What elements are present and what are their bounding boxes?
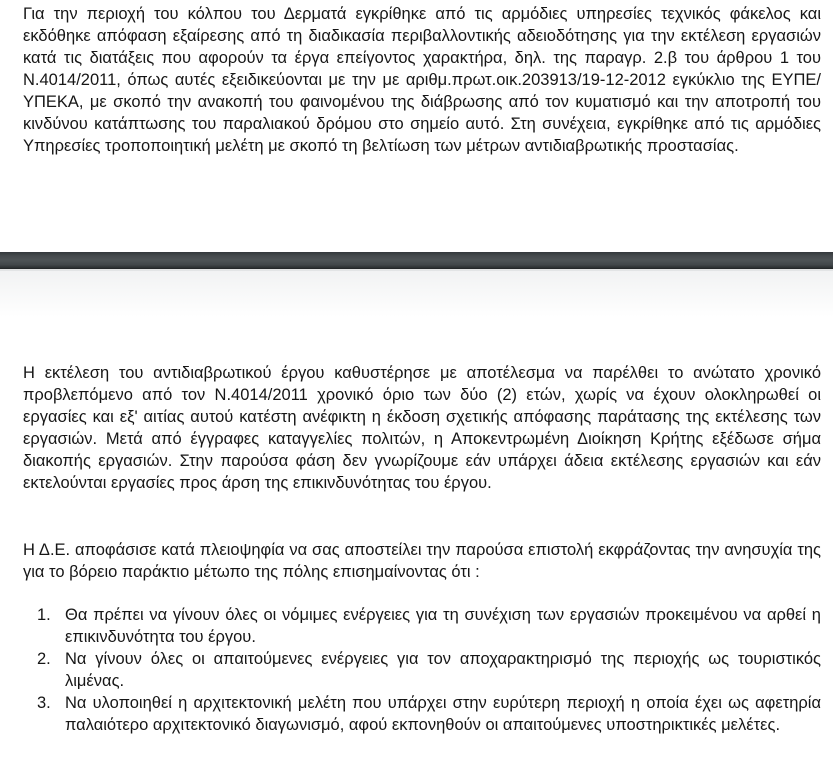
list-item-number: 3. <box>37 694 51 712</box>
list-item-number: 2. <box>37 650 51 668</box>
paragraph-project-delay: Η εκτέλεση του αντιδιαβρωτικού έργου καθυστέρησε με αποτέλεσμα να παρέλθει το ανώτατο χρονικό προβλεπόμενο από τον Ν.4014/2011 χρονικό όριο των δύο (2) ετών, χωρίς να έχουν ολοκληρωθεί οι εργασίες και εξ' αιτίας αυτού κατέστη ανέφικτη η έκδοση σχετικής απόφασης παράτασης της εκτέλεσης των εργασιών. Μετά από έγγραφες καταγγελίες πολιτών, η Αποκεντρωμένη Διοίκηση Κρήτης εξέδωσε σήμα διακοπής εργασιών. Στην παρούσα φάση δεν γνωρίζουμε εάν υπάρχει άδεια εκτέλεσης εργασιών και εάν εκτελούνται εργασίες προς άρση της επικινδυνότητας του έργου. <box>23 364 821 492</box>
list-item-text: Θα πρέπει να γίνουν όλες οι νόμιμες ενέργειες για τη συνέχιση των εργασιών προκειμένου να αρθεί η επικινδυνότητα του έργου. <box>65 606 821 646</box>
page-separator-bar <box>0 252 833 271</box>
list-item <box>37 692 821 736</box>
paragraph-committee-decision: Η Δ.Ε. αποφάσισε κατά πλειοψηφία να σας αποστείλει την παρούσα επιστολή εκφράζοντας την ανησυχία της για το βόρειο παράκτιο μέτωπο της πόλης επισημαίνοντας ότι : <box>23 541 821 581</box>
numbered-list <box>37 604 821 736</box>
page-top-shadow <box>0 271 833 317</box>
list-item <box>37 604 821 648</box>
list-item-number: 1. <box>37 606 51 624</box>
list-item-text: Να υλοποιηθεί η αρχιτεκτονική μελέτη που υπάρχει στην ευρύτερη περιοχή η οποία έχει ως αφετηρία παλαιότερο αρχιτεκτονικό διαγωνισμό, αφού εκπονηθούν οι απαιτούμενες υποστηρικτικές μελέτες. <box>65 694 821 734</box>
list-item <box>37 648 821 692</box>
paragraph-derma-bay-approval: Για την περιοχή του κόλπου του Δερματά εγκρίθηκε από τις αρμόδιες υπηρεσίες τεχνικός φάκελος και εκδόθηκε απόφαση εξαίρεσης από τη διαδικασία περιβαλλοντικής αδειοδότησης για την εκτέλεση εργασιών κατά τις διατάξεις που αφορούν τα έργα επείγοντος χαρακτήρα, δηλ. της παραγρ. 2.β του άρθρου 1 του Ν.4014/2011, όπως αυτές εξειδικεύονται με την με αριθμ.πρωτ.οικ.203913/19-12-2012 εγκύκλιο της ΕΥΠΕ/ΥΠΕΚΑ, με σκοπό την ανακοπή του φαινομένου της διάβρωσης από τον κυματισμό και την αποτροπή του κινδύνου κατάπτωσης του παραλιακού δρόμου στο σημείο αυτό. Στη συνέχεια, εγκρίθηκε από τις αρμόδιες Υπηρεσίες τροποποιητική μελέτη με σκοπό τη βελτίωση των μέτρων αντιδιαβρωτικής προστασίας. <box>23 5 821 155</box>
list-item-text: Να γίνουν όλες οι απαιτούμενες ενέργειες για τον αποχαρακτηρισμό της περιοχής ως τουριστικός λιμένας. <box>65 650 821 690</box>
